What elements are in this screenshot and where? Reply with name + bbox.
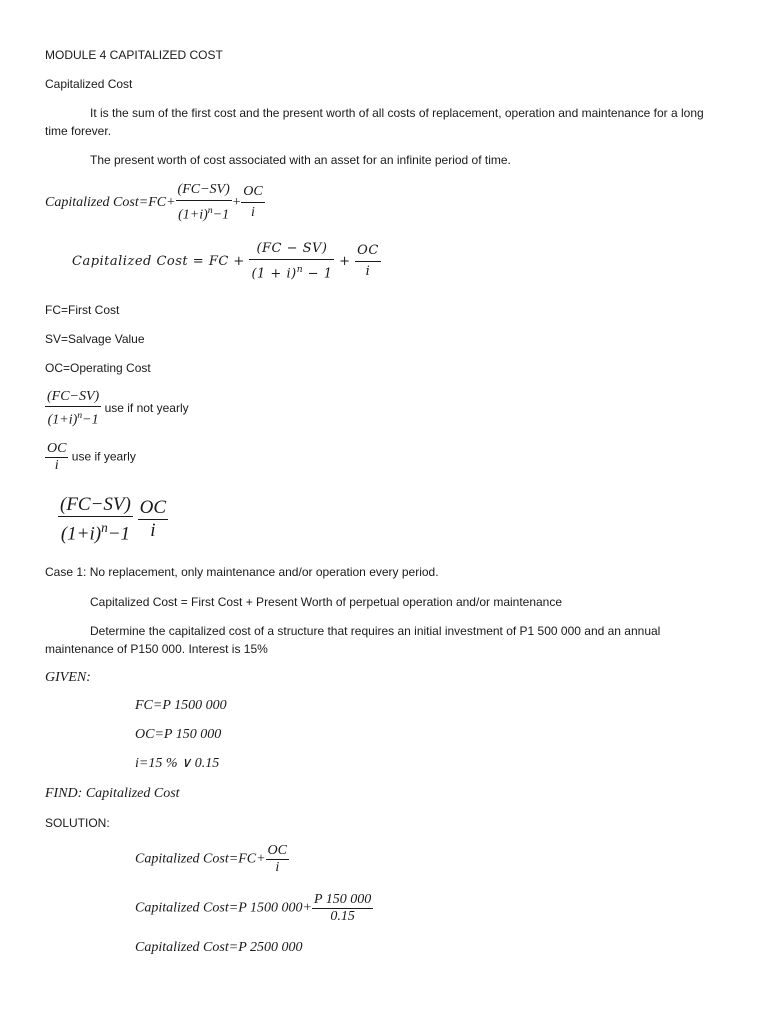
solution-step-2: Capitalized Cost=P 1500 000+ $\frac{P 150 000}{0.15}$ xyxy=(135,892,372,924)
description-paragraph: The present worth of cost associated with an asset for an infinite period of time. xyxy=(90,153,511,167)
large-formula xyxy=(58,494,168,545)
def-operating-cost: OC=Operating Cost xyxy=(45,361,151,375)
solution-step-3: Capitalized Cost=P 2500 000 xyxy=(135,940,303,955)
formula-lhs: Capitalized Cost xyxy=(45,195,139,211)
fraction-yearly: $\frac{OC}{i}$ xyxy=(47,441,67,473)
formula-capitalized-cost-spaced: Capitalized Cost = FC + $\frac{(FC - SV)}{(1 + i)^n - 1}$ + $\frac{OC}{i}$ xyxy=(72,239,381,284)
formula-den-1: $(1+i)^n-1$ xyxy=(178,205,230,223)
solution-fraction-1: $\frac{OC}{i}$ xyxy=(267,843,287,875)
formula-num-2: OC xyxy=(241,182,264,203)
given-label: GIVEN: xyxy=(45,670,91,685)
fraction-not-yearly: $\frac{(FC-SV)}{(1+i)^n-1}$ xyxy=(47,389,100,428)
find-line: FIND: Capitalized Cost xyxy=(45,786,180,801)
given-interest: i=15 % ∨ 0.15 xyxy=(135,756,220,771)
large-fraction-1: $\frac{(FC-SV)}{(1+i)^n-1}$ xyxy=(60,494,131,545)
note-not-yearly-text: use if not yearly xyxy=(104,401,189,415)
formula-fc: FC xyxy=(148,195,167,211)
formula2-fraction-2: $\frac{OC}{i}$ xyxy=(357,243,379,280)
case1-problem: Determine the capitalized cost of a structure that requires an initial investment of P1 500 000 and an annual maintenance of P150 000. Interest is 15% xyxy=(45,624,661,656)
case1-rule: Capitalized Cost = First Cost + Present Worth of perpetual operation and/or maintenance xyxy=(90,595,563,609)
note-yearly xyxy=(45,441,136,474)
def-first-cost: FC=First Cost xyxy=(45,303,120,317)
formula-capitalized-cost: Capitalized Cost=FC+ $\frac{(FC-SV)}{(1+i)^n-1}$ + $\frac{OC}{i}$ xyxy=(45,180,265,226)
def-salvage-value: SV=Salvage Value xyxy=(45,332,145,346)
page-heading: MODULE 4 CAPITALIZED COST xyxy=(45,48,223,62)
solution-fraction-2: $\frac{P 150 000}{0.15}$ xyxy=(313,892,372,924)
given-fc: FC=P 1500 000 xyxy=(135,698,227,713)
formula-fraction-1 xyxy=(176,180,232,226)
definition-paragraph: It is the sum of the first cost and the present worth of all costs of replacement, operation and maintenance for a long time forever. xyxy=(45,106,704,138)
solution-label: SOLUTION: xyxy=(45,816,110,830)
case1-title: Case 1: No replacement, only maintenance and/or operation every period. xyxy=(45,565,439,579)
section-title: Capitalized Cost xyxy=(45,77,133,91)
large-fraction-2: $\frac{OC}{i}$ xyxy=(139,497,167,542)
note-not-yearly xyxy=(45,388,189,430)
solution-step-1: Capitalized Cost=FC+ $\frac{OC}{i}$ xyxy=(135,843,287,875)
given-oc: OC=P 150 000 xyxy=(135,727,222,742)
note-yearly-text: use if yearly xyxy=(71,449,136,464)
formula-num-1: (FC−SV) xyxy=(176,180,232,201)
formula-den-2: i xyxy=(250,205,255,221)
formula-fraction-2 xyxy=(241,182,264,223)
formula2-fraction-1: $\frac{(FC - SV)}{(1 + i)^n - 1}$ xyxy=(251,241,333,282)
